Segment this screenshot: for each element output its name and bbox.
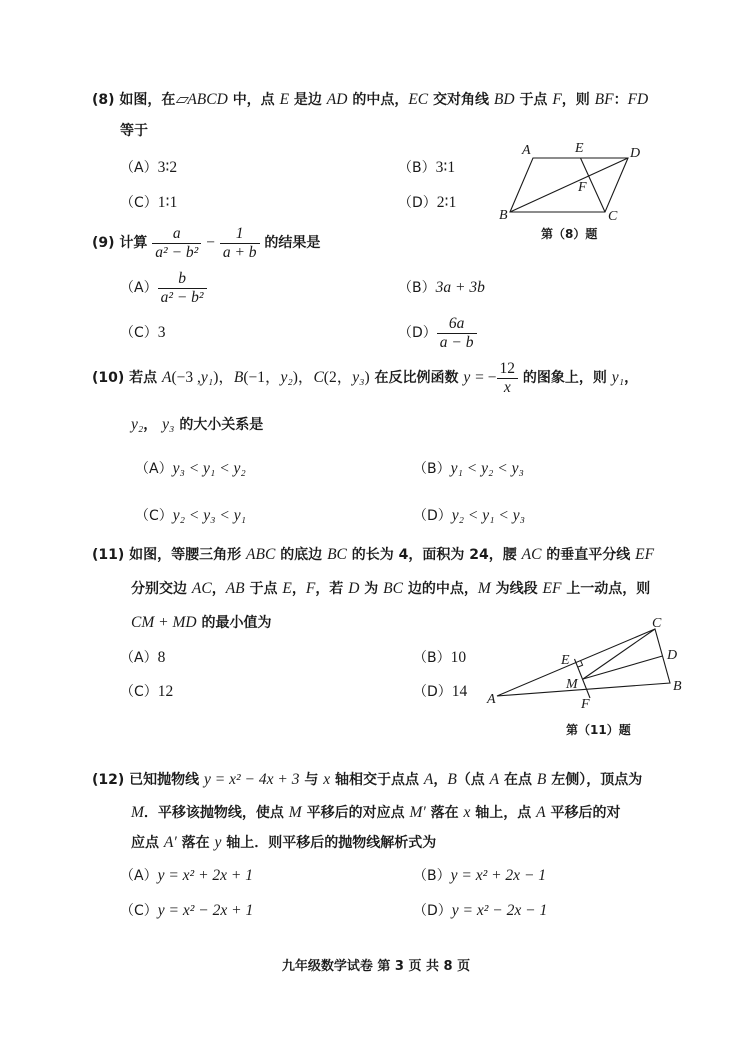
q11-stem-text: 分别交边 bbox=[131, 581, 187, 597]
q8-stem-text: 的中点， bbox=[352, 92, 409, 108]
option-value: y₂ < y₁ < y₃ bbox=[451, 507, 526, 524]
figure-8-caption: 第（8）题 bbox=[541, 227, 598, 241]
q11-option-b bbox=[413, 648, 466, 668]
q12-stem-text: 轴上．则平移后的抛物线解析式为 bbox=[226, 835, 437, 851]
q12-math-term: B bbox=[536, 771, 547, 788]
fraction-numerator: 1 bbox=[220, 225, 260, 244]
q8-option-c bbox=[120, 193, 177, 213]
option-value: 3∶1 bbox=[435, 159, 456, 176]
point-label-a: A bbox=[487, 692, 496, 707]
option-label: （C） bbox=[120, 684, 158, 700]
q9-option-a bbox=[120, 268, 207, 308]
q11-math-term: AB bbox=[225, 580, 245, 597]
q8-stem-line-1 bbox=[92, 90, 648, 110]
option-label: （B） bbox=[413, 461, 451, 477]
option-value: y₂ < y₃ < y₁ bbox=[172, 507, 247, 524]
fraction-denominator: a² − b² bbox=[160, 288, 204, 306]
q12-math-term: M′ bbox=[409, 804, 426, 821]
q10-math-term: y₂ bbox=[131, 416, 144, 433]
figure-8-parallelogram bbox=[490, 135, 650, 227]
option-value: 14 bbox=[451, 683, 468, 700]
q10-math-term: (−3 , bbox=[171, 369, 201, 386]
q11-option-a bbox=[120, 648, 165, 668]
q8-math-term: ▱ABCD bbox=[175, 91, 228, 108]
option-label: （A） bbox=[120, 650, 158, 666]
option-value: y₁ < y₂ < y₃ bbox=[450, 460, 524, 477]
minus-sign: − bbox=[206, 234, 215, 251]
q11-math-term: EF bbox=[542, 580, 562, 597]
q8-stem-line-2 bbox=[120, 121, 148, 141]
q8-stem-text: 等于 bbox=[120, 123, 148, 139]
q10-math-term: (2， bbox=[323, 369, 353, 386]
point-label-b: B bbox=[499, 208, 508, 223]
q10-stem-text: ， bbox=[143, 417, 158, 433]
q12-stem-text: 轴相交于点点 bbox=[334, 772, 419, 788]
q12-math-term: M bbox=[131, 804, 144, 821]
q12-option-b bbox=[413, 866, 546, 886]
option-label: （A） bbox=[120, 280, 158, 296]
q12-math-term: A′ bbox=[163, 834, 177, 851]
q8-math-term: BF bbox=[594, 91, 614, 108]
q10-math-term: )， bbox=[292, 369, 314, 386]
q12-math-term: B bbox=[447, 771, 457, 788]
q10-option-b bbox=[413, 459, 524, 479]
point-label-c: C bbox=[652, 616, 662, 631]
figure-11-caption: 第（11）题 bbox=[566, 723, 631, 737]
q8-math-term: FD bbox=[627, 91, 649, 108]
q10-math-term: y₁ bbox=[200, 369, 214, 386]
q10-option-c bbox=[135, 506, 246, 526]
q8-option-b bbox=[398, 158, 455, 178]
q10-math-term: B bbox=[233, 369, 244, 386]
q11-stem-text: 于点 bbox=[249, 581, 278, 597]
q8-option-a bbox=[120, 158, 177, 178]
option-label: （B） bbox=[398, 280, 436, 296]
q12-stem-text: 落在 bbox=[430, 805, 459, 821]
q12-stem-line-2 bbox=[131, 803, 621, 823]
fraction-numerator: b bbox=[158, 270, 207, 289]
q12-stem-text: 落在 bbox=[181, 835, 210, 851]
point-label-f: F bbox=[578, 180, 587, 195]
option-label: （D） bbox=[398, 195, 437, 211]
segment-md bbox=[583, 656, 663, 679]
q11-math-term: BC bbox=[383, 580, 403, 597]
option-value: 10 bbox=[450, 649, 467, 666]
q8-stem-text: 如图，在 bbox=[119, 92, 176, 108]
q11-math-term: ABC bbox=[246, 546, 276, 563]
fraction-numerator: a bbox=[152, 225, 201, 244]
option-label: （C） bbox=[135, 508, 173, 524]
q8-stem-text: 交对角线 bbox=[433, 92, 490, 108]
q11-option-d bbox=[413, 682, 467, 702]
q11-math-term: E bbox=[282, 580, 292, 597]
fraction-denominator: a − b bbox=[439, 333, 474, 351]
q11-stem-line-3 bbox=[131, 613, 271, 633]
q11-math-term: EF bbox=[635, 546, 655, 563]
q10-option-d bbox=[413, 506, 525, 526]
q9-number: (9) bbox=[92, 235, 115, 251]
q8-option-d bbox=[398, 193, 456, 213]
q9-fraction-1 bbox=[152, 225, 201, 262]
q11-number: (11) bbox=[92, 547, 125, 563]
q10-math-term: ) bbox=[364, 369, 370, 386]
q12-math-term: y bbox=[214, 834, 222, 851]
q8-math-term: BD bbox=[493, 91, 515, 108]
q8-stem-text: 于点 bbox=[519, 92, 548, 108]
q11-math-term: F bbox=[305, 580, 316, 597]
q12-stem-text: 左侧），顶点为 bbox=[551, 772, 643, 788]
q10-math-term: A bbox=[162, 369, 172, 386]
segment-cm bbox=[583, 629, 655, 679]
q12-math-term: A bbox=[536, 804, 546, 821]
point-label-c: C bbox=[608, 209, 618, 224]
option-label: （A） bbox=[120, 160, 158, 176]
option-label: （D） bbox=[398, 325, 437, 341]
fraction-numerator: 12 bbox=[497, 360, 519, 379]
option-label: （C） bbox=[120, 903, 158, 919]
q11-stem-text: 边的中点， bbox=[407, 581, 478, 597]
option-fraction bbox=[158, 270, 207, 307]
point-label-e: E bbox=[575, 141, 584, 156]
q12-math-term: A bbox=[423, 771, 434, 788]
fraction-numerator: 6a bbox=[437, 315, 477, 334]
q12-stem-text: ， bbox=[433, 772, 448, 788]
point-label-b: B bbox=[673, 679, 682, 694]
q10-stem-text: 在反比例函数 bbox=[374, 370, 459, 386]
q10-option-a bbox=[135, 459, 246, 479]
triangle-abc bbox=[497, 629, 670, 696]
q8-math-term: E bbox=[279, 91, 290, 108]
q10-fraction bbox=[497, 360, 519, 397]
q10-stem-text: 若点 bbox=[129, 370, 158, 386]
q12-stem-text: 在点 bbox=[504, 772, 532, 788]
q10-number: (10) bbox=[92, 370, 125, 386]
point-label-d: D bbox=[630, 146, 641, 161]
q12-stem-text: 已知抛物线 bbox=[129, 772, 200, 788]
q11-stem-text: ， bbox=[291, 581, 306, 597]
fraction-denominator: x bbox=[503, 378, 511, 396]
q12-stem-line-1 bbox=[92, 770, 642, 790]
q8-math-term: EC bbox=[408, 91, 429, 108]
q12-math-term: M bbox=[288, 804, 302, 821]
diagonal-bd bbox=[510, 158, 628, 212]
option-value: 3 bbox=[157, 324, 166, 341]
q11-stem-text: 上一动点，则 bbox=[566, 581, 651, 597]
q12-stem-line-3 bbox=[131, 833, 436, 853]
q10-math-term: y₃ bbox=[162, 416, 175, 433]
q12-math-term: x bbox=[323, 771, 331, 788]
option-label: （D） bbox=[413, 903, 452, 919]
option-value: y = x² + 2x − 1 bbox=[450, 867, 547, 884]
q8-number: (8) bbox=[92, 92, 115, 108]
q11-stem-line-2 bbox=[131, 579, 650, 599]
q12-option-d bbox=[413, 901, 547, 921]
q11-stem-text: ， bbox=[211, 581, 226, 597]
q11-stem-text: ，若 bbox=[315, 581, 344, 597]
option-value: y₃ < y₁ < y₂ bbox=[172, 460, 246, 477]
q10-math-term: y₂ bbox=[280, 369, 293, 386]
q10-stem-line-1 bbox=[92, 358, 638, 398]
q12-option-a bbox=[120, 866, 253, 886]
q12-number: (12) bbox=[92, 772, 125, 788]
figure-11-triangle bbox=[480, 612, 690, 712]
q10-math-term: y bbox=[463, 369, 471, 386]
q11-stem-text: 的底边 bbox=[280, 547, 323, 563]
point-label-m: M bbox=[566, 677, 578, 692]
q10-stem-text: 的图象上，则 bbox=[522, 370, 607, 386]
q9-option-d bbox=[398, 313, 477, 353]
q8-stem-text: 中，点 bbox=[232, 92, 275, 108]
fraction-denominator: a + b bbox=[222, 243, 257, 261]
page-footer: 九年级数学试卷 第 3 页 共 8 页 bbox=[281, 959, 471, 974]
option-label: （B） bbox=[413, 650, 451, 666]
option-label: （B） bbox=[413, 868, 451, 884]
q12-stem-text: 平移后的对 bbox=[550, 805, 621, 821]
option-label: （D） bbox=[413, 684, 452, 700]
q11-math-term: AC bbox=[191, 580, 212, 597]
q8-math-term: AD bbox=[326, 91, 348, 108]
q12-math-term: y = x² − 4x + 3 bbox=[204, 771, 300, 788]
q10-math-term: = − bbox=[475, 369, 497, 386]
q9-option-c bbox=[120, 323, 166, 343]
q9-stem-line bbox=[92, 223, 320, 263]
q12-stem-text: （点 bbox=[456, 772, 485, 788]
option-label: （C） bbox=[120, 325, 158, 341]
q12-stem-text: 轴上，点 bbox=[475, 805, 532, 821]
q12-math-term: x bbox=[463, 804, 471, 821]
option-value: 12 bbox=[157, 683, 174, 700]
q12-option-c bbox=[120, 901, 253, 921]
q9-fraction-2 bbox=[220, 225, 260, 262]
q11-stem-text: 的长为 4，面积为 24，腰 bbox=[351, 547, 517, 563]
option-label: （B） bbox=[398, 160, 436, 176]
q9-stem-text: 的结果是 bbox=[264, 235, 321, 251]
option-value: 8 bbox=[157, 649, 166, 666]
point-label-a: A bbox=[522, 143, 531, 158]
q11-stem-text: 如图，等腰三角形 bbox=[129, 547, 242, 563]
q9-option-b bbox=[398, 278, 485, 298]
point-label-e: E bbox=[561, 653, 570, 668]
q11-stem-text: 的垂直平分线 bbox=[546, 547, 631, 563]
q11-option-c bbox=[120, 682, 173, 702]
q11-math-term: M bbox=[477, 580, 491, 597]
option-value: y = x² − 2x + 1 bbox=[157, 902, 254, 919]
q11-stem-line-1 bbox=[92, 545, 654, 565]
option-value: 2∶1 bbox=[436, 194, 457, 211]
q10-math-term: (−1， bbox=[243, 369, 281, 386]
point-label-d: D bbox=[667, 648, 678, 663]
option-value: 3a + 3b bbox=[435, 279, 485, 296]
option-value: y = x² − 2x − 1 bbox=[451, 902, 548, 919]
point-label-f: F bbox=[581, 697, 590, 712]
option-fraction bbox=[437, 315, 477, 352]
q8-stem-text: ，则 bbox=[561, 92, 590, 108]
option-label: （A） bbox=[120, 868, 158, 884]
q10-stem-text: 的大小关系是 bbox=[179, 417, 264, 433]
option-value: y = x² + 2x + 1 bbox=[157, 867, 253, 884]
fraction-denominator: a² − b² bbox=[155, 243, 199, 261]
q11-stem-text: 的最小值为 bbox=[201, 615, 272, 631]
q8-math-term: F bbox=[552, 91, 562, 108]
option-label: （C） bbox=[120, 195, 158, 211]
q12-stem-text: 与 bbox=[304, 772, 319, 788]
q8-stem-text: 是边 bbox=[293, 92, 322, 108]
q10-math-term: C bbox=[313, 369, 324, 386]
q11-stem-text: 为 bbox=[364, 581, 379, 597]
q11-math-term: D bbox=[348, 580, 360, 597]
q10-math-term: y₁ bbox=[611, 369, 625, 386]
q8-stem-text: ： bbox=[613, 92, 628, 108]
option-value: 3∶2 bbox=[157, 159, 178, 176]
q12-stem-text: 应点 bbox=[131, 835, 159, 851]
q11-math-term: BC bbox=[327, 546, 347, 563]
q10-math-term: )， bbox=[213, 369, 234, 386]
q10-math-term: y₃ bbox=[352, 369, 365, 386]
q11-stem-text: 为线段 bbox=[495, 581, 538, 597]
q12-math-term: A bbox=[489, 771, 500, 788]
option-label: （A） bbox=[135, 461, 173, 477]
option-value: 1∶1 bbox=[157, 194, 178, 211]
q10-stem-line-2 bbox=[131, 415, 263, 435]
q12-stem-text: ．平移该抛物线，使点 bbox=[143, 805, 284, 821]
q11-math-term: AC bbox=[521, 546, 542, 563]
q12-stem-text: 平移后的对应点 bbox=[306, 805, 405, 821]
q11-math-term: CM + MD bbox=[131, 614, 197, 631]
option-label: （D） bbox=[413, 508, 452, 524]
q9-stem-text: 计算 bbox=[119, 235, 148, 251]
q10-stem-text: ， bbox=[624, 370, 639, 386]
